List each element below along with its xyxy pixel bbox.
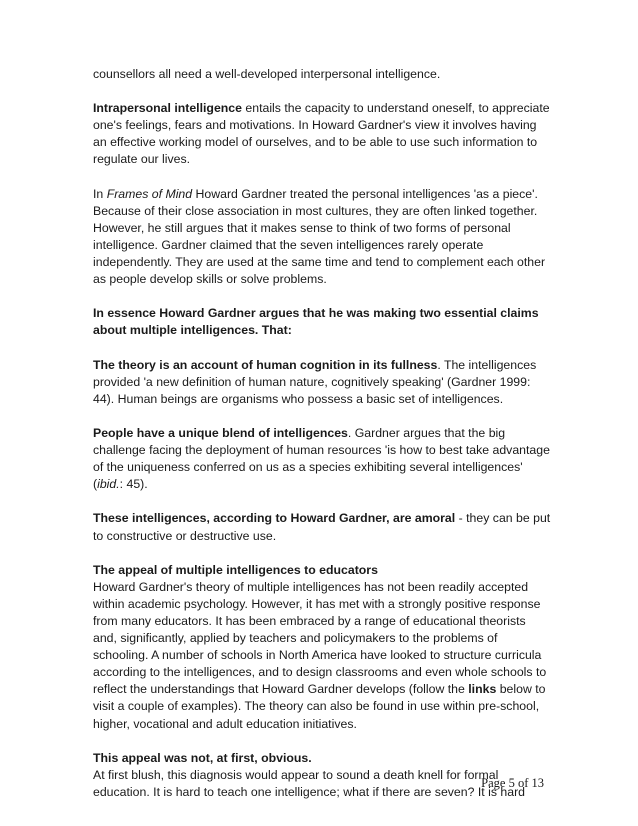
paragraph-text: below to visit a couple of examples). The theory can also be found in use within pre-school, higher, vocational and adult education initiatives.	[93, 682, 546, 731]
paragraph-intrapersonal	[93, 100, 553, 168]
paragraph-text: Howard Gardner's theory of multiple intelligences has not been readily accepted within academic psychology. However, it has met with a strongly positive response from many educators. It has been embraced by a range of educational theorists and, significantly, applied by teachers and policymakers to the problems of schooling. A number of schools in North America have looked to structure curricula according to the intelligences, and to design classrooms and even whole schools to reflect the understandings that Howard Gardner develops (follow the	[93, 579, 547, 697]
paragraph-text: - they can be put to constructive or destructive use.	[93, 511, 551, 543]
paragraph-essential-claims	[93, 305, 553, 339]
section-appeal-to-educators	[93, 562, 553, 733]
paragraph-amoral	[93, 510, 553, 544]
bold-statement: In essence Howard Gardner argues that he was making two essential claims about multiple intelligences. That:	[93, 306, 539, 338]
paragraph-text: entails the capacity to understand oneself, to appreciate one's feelings, fears and motivations. In Howard Gardner's view it involves having an effective working model of ourselves, and to be able to use such information to regulate our lives.	[93, 101, 550, 167]
paragraph-frames-of-mind	[93, 186, 553, 289]
book-title: Frames of Mind	[106, 186, 193, 201]
claim-heading: These intelligences, according to Howard Gardner, are amoral	[93, 511, 456, 526]
claim-heading: The theory is an account of human cognition in its fullness	[93, 357, 438, 372]
document-body	[93, 66, 553, 801]
paragraph-text: . The intelligences provided 'a new definition of human nature, cognitively speaking' (Gardner 1999: 44). Human beings are organisms who possess a basic set of intelligences.	[93, 357, 537, 406]
paragraph-interpersonal-end: counsellors all need a well-developed interpersonal intelligence.	[93, 67, 441, 81]
paragraph-claim-blend	[93, 425, 553, 493]
citation-ibid: ibid.	[97, 477, 120, 492]
paragraph-text: At first blush, this diagnosis would appear to sound a death knell for formal education. It is hard to teach one intelligence; what if there are seven? It is hard	[93, 767, 526, 799]
term-intrapersonal: Intrapersonal intelligence	[93, 101, 242, 116]
paragraph-text: In	[93, 186, 107, 201]
paragraph-text: Howard Gardner treated the personal intelligences 'as a piece'. Because of their close association in most cultures, they are often linked together. However, he still argues that it makes sense to think of two forms of personal intelligence. Gardner claimed that the seven intelligences rarely operate independently. They are used at the same time and tend to complement each other as people develop skills or solve problems.	[93, 186, 546, 287]
paragraph-claim-cognition	[93, 357, 553, 408]
paragraph-text: : 45).	[119, 477, 148, 492]
section-heading: The appeal of multiple intelligences to educators	[93, 562, 378, 577]
links-term: links	[468, 682, 497, 697]
page-number: Page 5 of 13	[481, 776, 544, 790]
paragraph-text: . Gardner argues that the big challenge facing the deployment of human resources 'is how to best take advantage of the uniqueness conferred on us as a species exhibiting several intelligences' (	[93, 425, 550, 492]
section-heading: This appeal was not, at first, obvious.	[93, 750, 312, 765]
claim-heading: People have a unique blend of intelligences	[93, 425, 348, 440]
